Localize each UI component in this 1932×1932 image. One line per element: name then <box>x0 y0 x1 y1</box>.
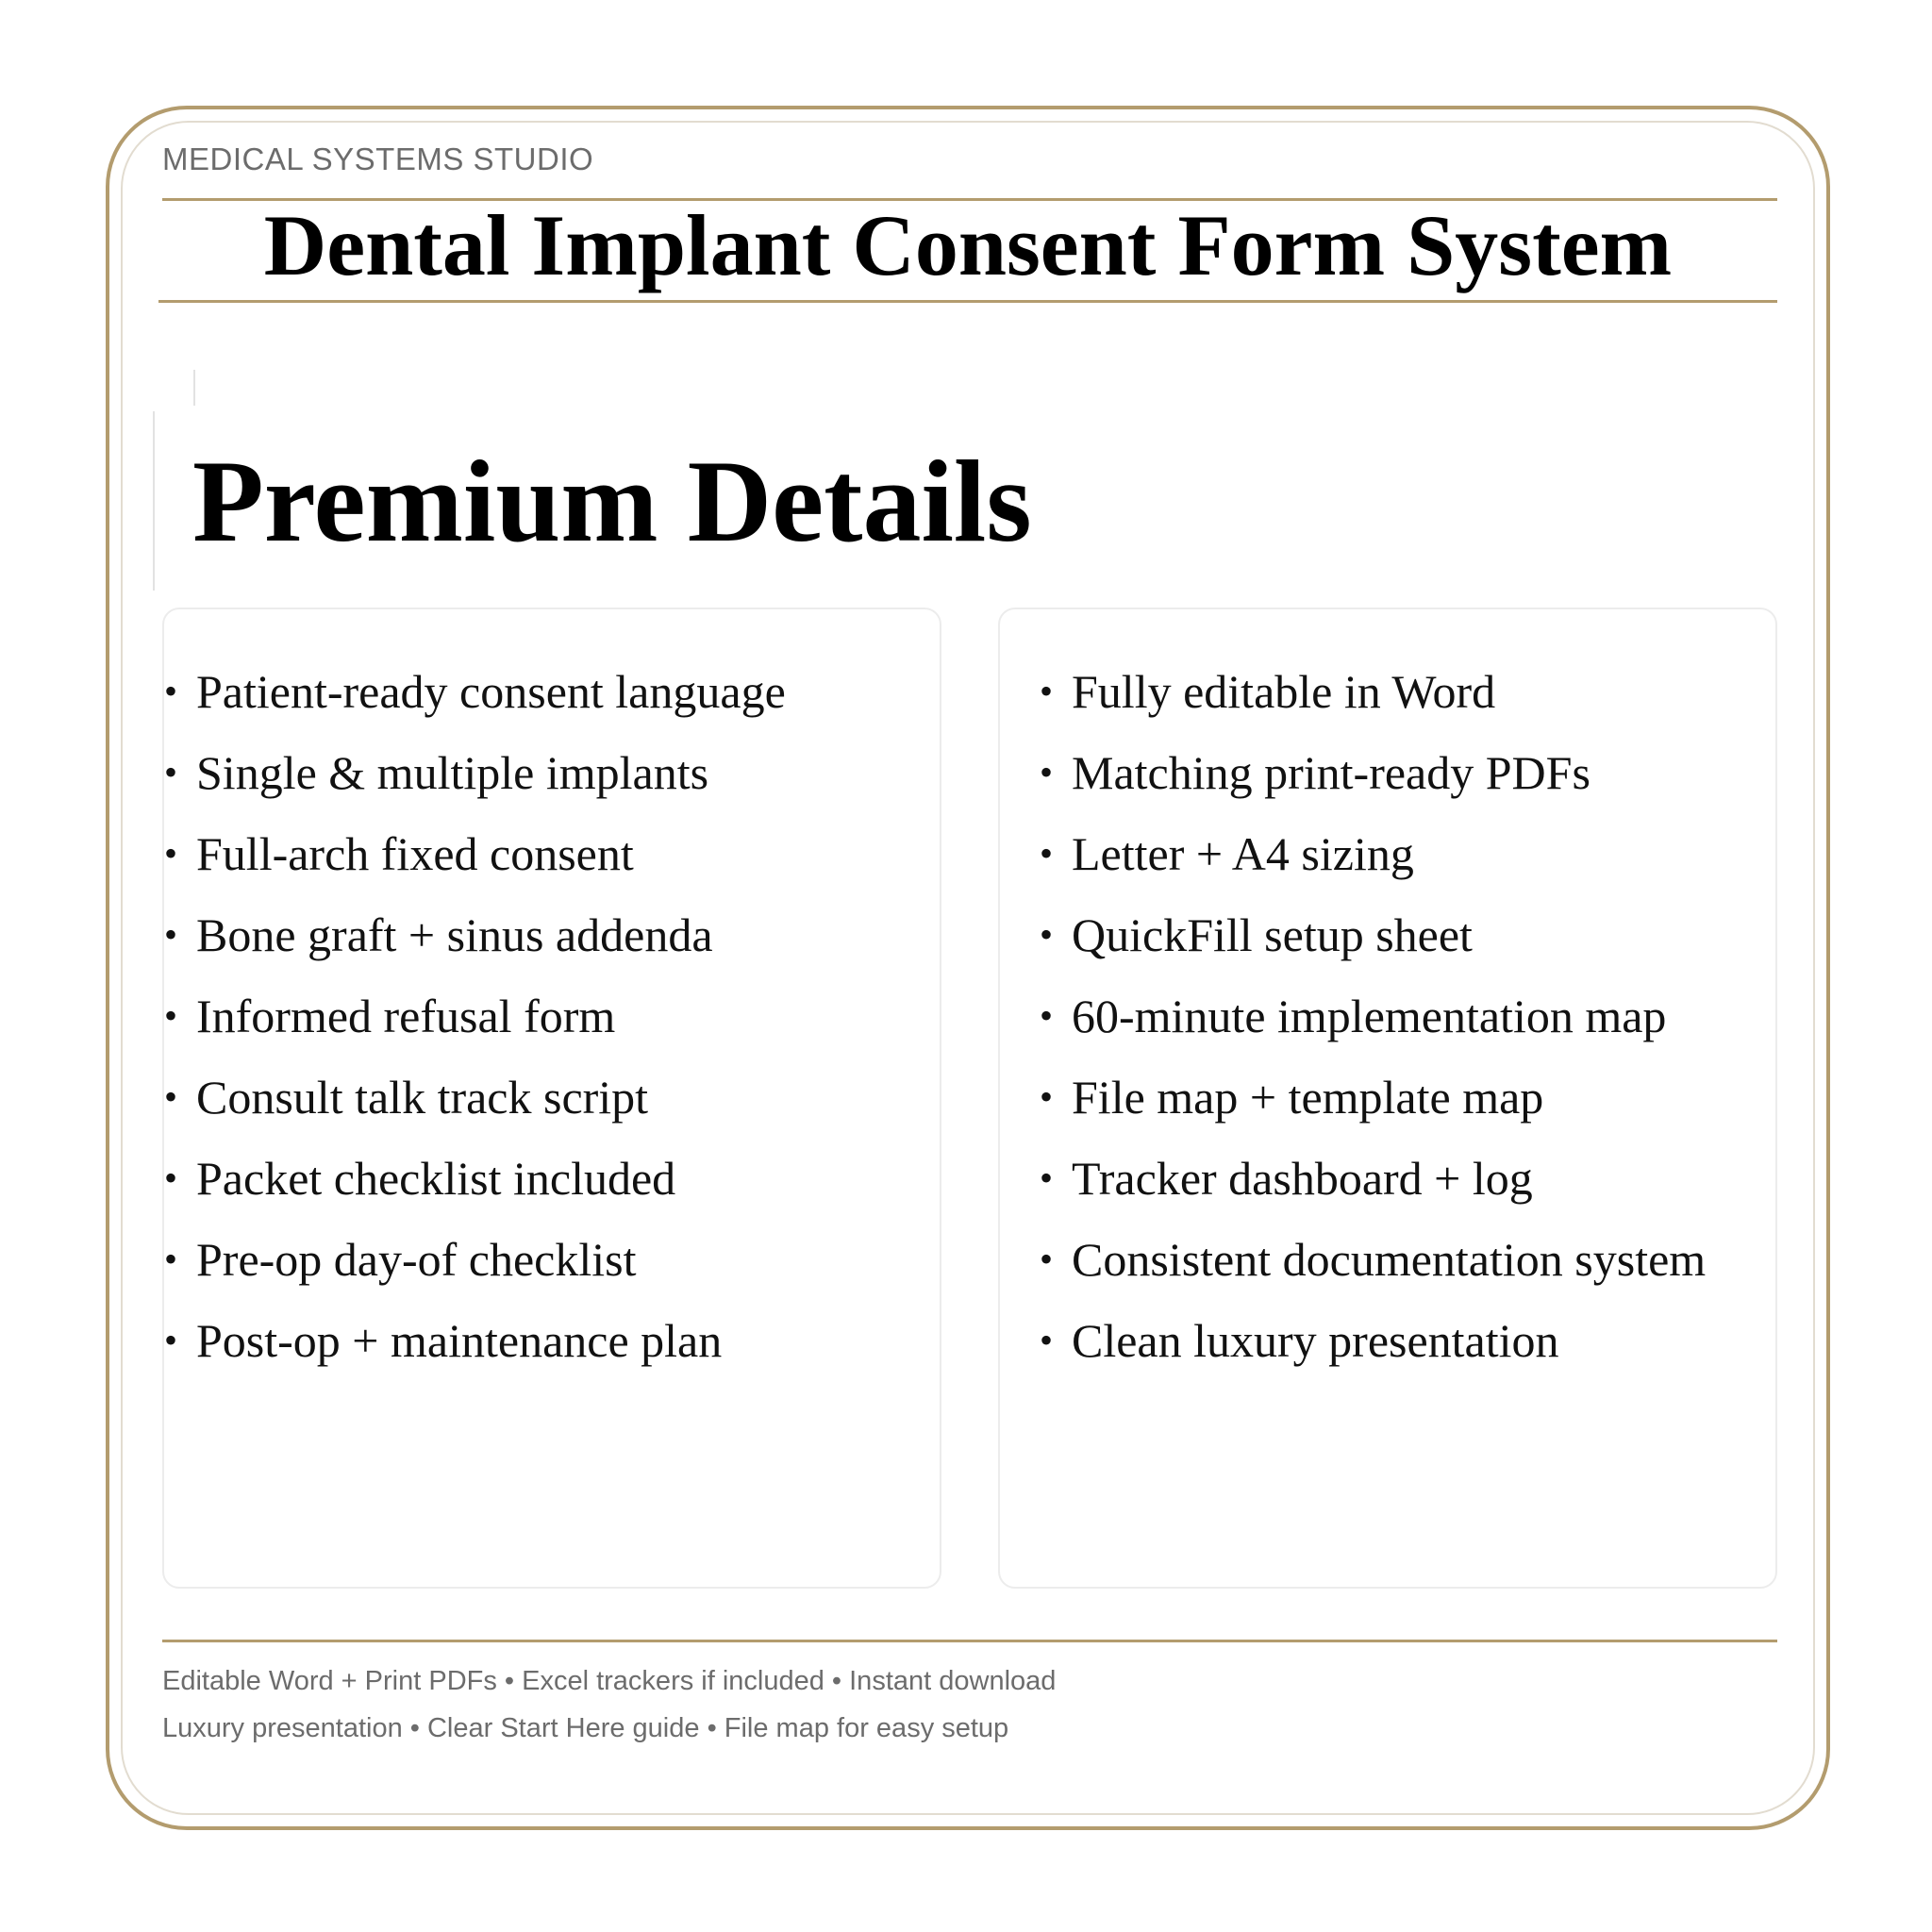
feature-item <box>1040 1300 1706 1381</box>
footer-line-1: Editable Word + Print PDFs • Excel trackers if included • Instant download <box>162 1666 1057 1696</box>
feature-item <box>1040 1219 1706 1300</box>
bullet-icon: • <box>1040 1319 1054 1361</box>
feature-item <box>164 651 786 732</box>
feature-item <box>164 894 786 975</box>
feature-item <box>164 1219 786 1300</box>
feature-item <box>164 813 786 894</box>
feature-text: Pre-op day-of checklist <box>196 1233 637 1286</box>
bullet-icon: • <box>1040 1238 1054 1280</box>
feature-text: Informed refusal form <box>196 990 616 1042</box>
feature-item <box>164 1300 786 1381</box>
bullet-icon: • <box>1040 1157 1054 1199</box>
bullet-icon: • <box>164 913 178 956</box>
feature-text: Matching print-ready PDFs <box>1072 746 1591 799</box>
feature-text: Letter + A4 sizing <box>1072 827 1414 880</box>
feature-text: Consistent documentation system <box>1072 1233 1707 1286</box>
feature-item <box>164 1138 786 1219</box>
bullet-icon: • <box>164 994 178 1037</box>
features-card-right <box>998 608 1777 1589</box>
bullet-icon: • <box>164 832 178 874</box>
section-heading: Premium Details <box>192 437 1032 566</box>
footer-divider <box>162 1640 1777 1642</box>
features-list-left <box>164 651 786 1381</box>
bullet-icon: • <box>1040 832 1054 874</box>
decorative-tick <box>153 411 155 591</box>
feature-item <box>1040 732 1706 813</box>
feature-item <box>1040 894 1706 975</box>
feature-text: Consult talk track script <box>196 1071 649 1124</box>
feature-item <box>1040 651 1706 732</box>
features-list-right <box>1040 651 1706 1381</box>
feature-item <box>1040 1057 1706 1138</box>
feature-text: Full-arch fixed consent <box>196 827 634 880</box>
features-card-left <box>162 608 941 1589</box>
feature-text: Packet checklist included <box>196 1152 676 1205</box>
title-divider <box>158 300 1777 303</box>
feature-text: Single & multiple implants <box>196 746 709 799</box>
feature-text: Bone graft + sinus addenda <box>196 908 713 961</box>
brand-label: MEDICAL SYSTEMS STUDIO <box>162 142 594 176</box>
feature-text: Post-op + maintenance plan <box>196 1314 723 1367</box>
feature-text: Patient-ready consent language <box>196 665 786 718</box>
bullet-icon: • <box>1040 1075 1054 1118</box>
bullet-icon: • <box>164 1238 178 1280</box>
feature-item <box>164 732 786 813</box>
feature-text: Clean luxury presentation <box>1072 1314 1559 1367</box>
feature-item <box>1040 975 1706 1057</box>
footer-line-2: Luxury presentation • Clear Start Here guide • File map for easy setup <box>162 1713 1009 1743</box>
bullet-icon: • <box>1040 994 1054 1037</box>
bullet-icon: • <box>1040 670 1054 712</box>
feature-text: 60-minute implementation map <box>1072 990 1667 1042</box>
bullet-icon: • <box>164 1075 178 1118</box>
feature-item <box>164 1057 786 1138</box>
feature-text: QuickFill setup sheet <box>1072 908 1473 961</box>
decorative-tick <box>193 370 195 406</box>
bullet-icon: • <box>1040 751 1054 793</box>
page-title: Dental Implant Consent Form System <box>263 197 1673 293</box>
feature-item <box>1040 1138 1706 1219</box>
bullet-icon: • <box>164 751 178 793</box>
bullet-icon: • <box>164 1319 178 1361</box>
feature-item <box>164 975 786 1057</box>
feature-text: File map + template map <box>1072 1071 1544 1124</box>
feature-item <box>1040 813 1706 894</box>
bullet-icon: • <box>1040 913 1054 956</box>
feature-text: Fully editable in Word <box>1072 665 1496 718</box>
bullet-icon: • <box>164 1157 178 1199</box>
bullet-icon: • <box>164 670 178 712</box>
feature-text: Tracker dashboard + log <box>1072 1152 1533 1205</box>
